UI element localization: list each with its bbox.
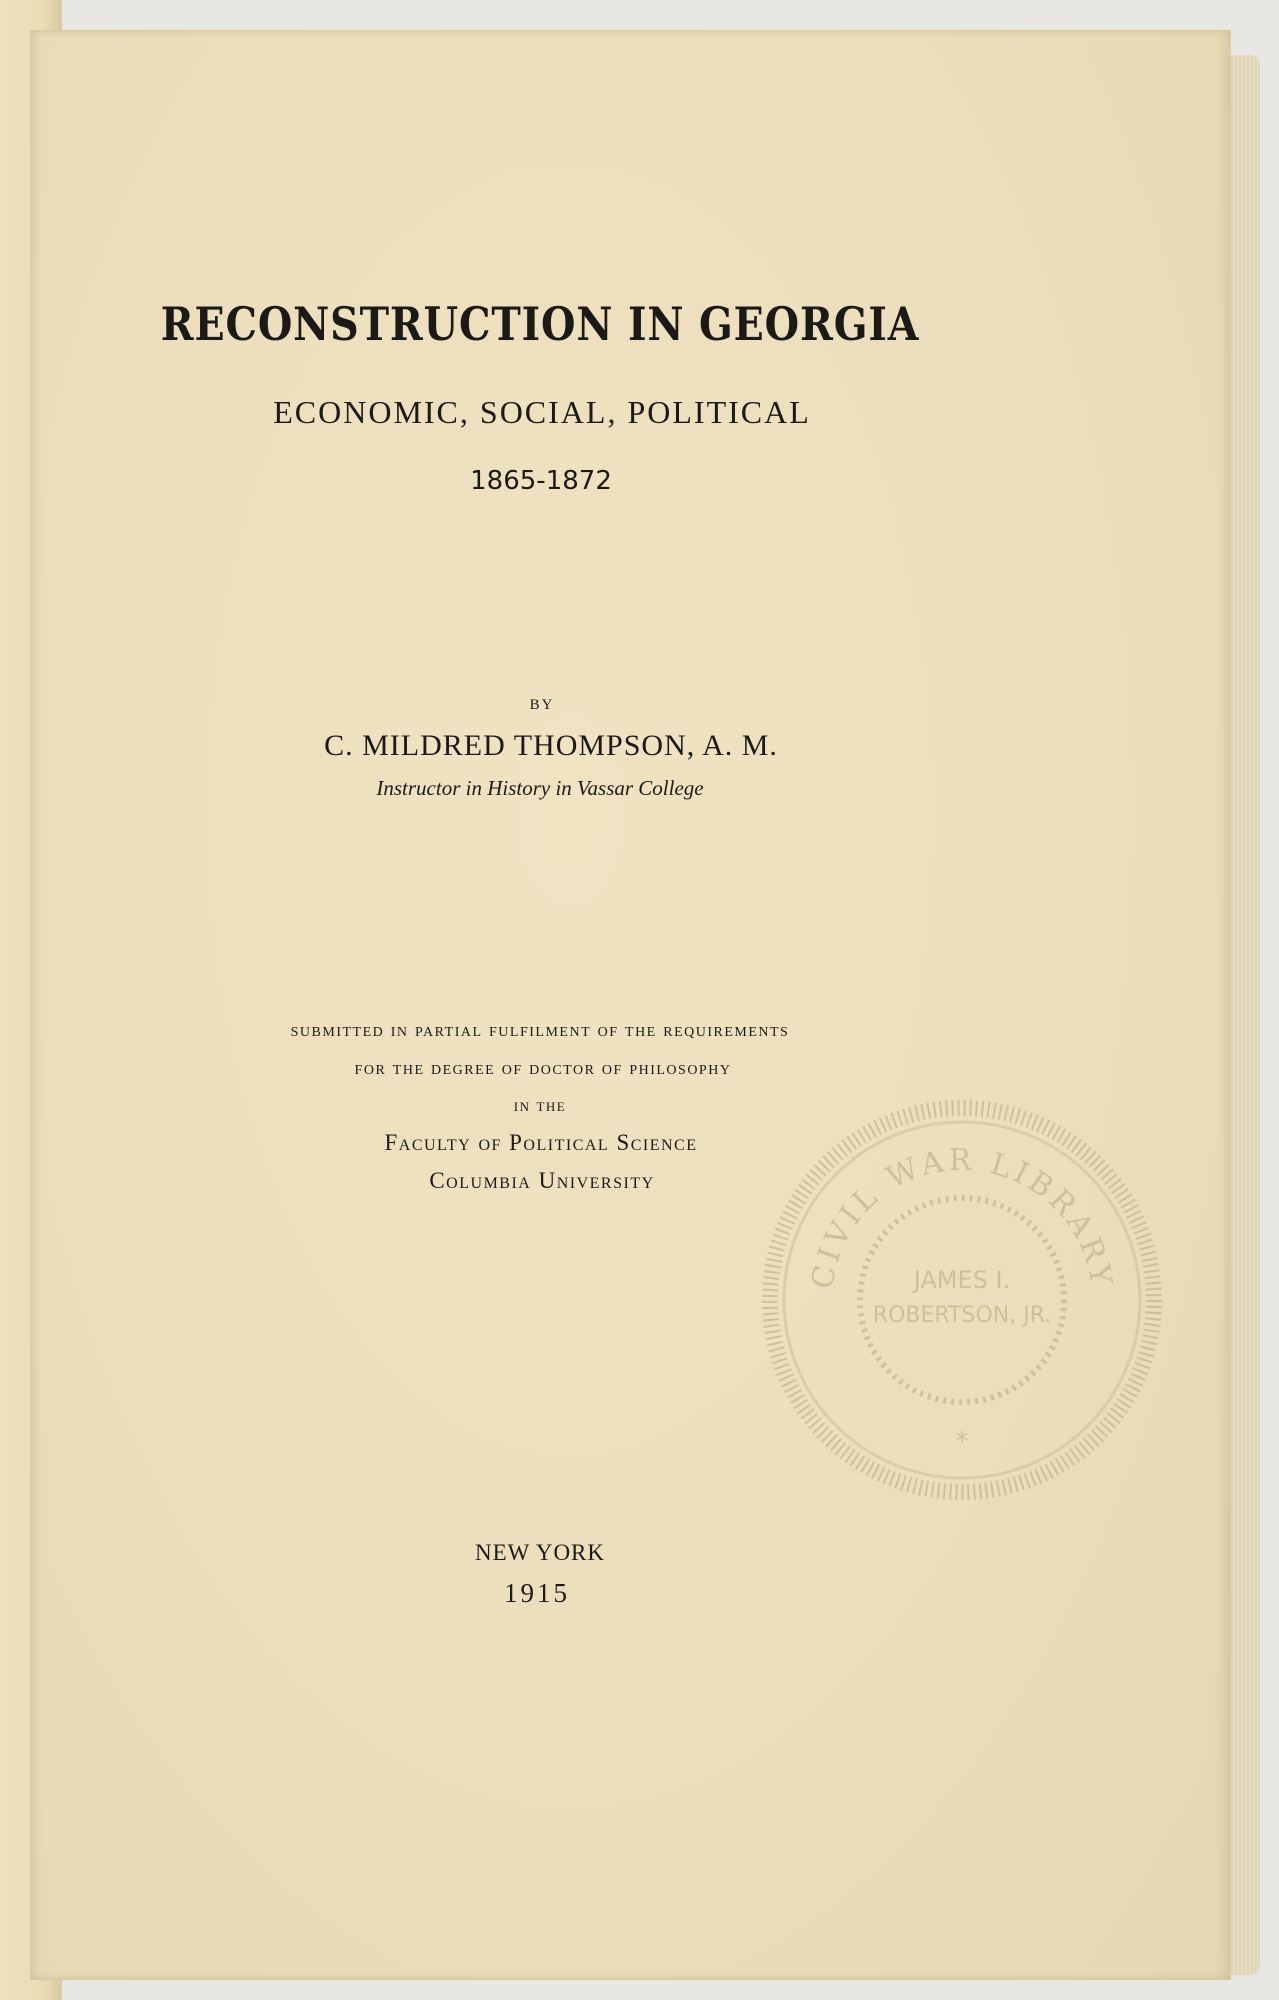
stamp-star-icon: * (955, 1427, 969, 1457)
author-affiliation: Instructor in History in Vassar College (376, 776, 704, 800)
imprint-year: 1915 (504, 1578, 570, 1608)
book-title: RECONSTRUCTION IN GEORGIA (160, 297, 920, 351)
stamp-inner-line-1: JAMES I. (913, 1266, 1011, 1294)
stamp-inner-line-2: ROBERTSON, JR. (872, 1303, 1052, 1328)
submission-line-3: in the (513, 1095, 567, 1115)
submission-line-2: for the degree of doctor of philosophy (354, 1057, 732, 1079)
author-name: C. MILDRED THOMPSON, A. M. (324, 729, 778, 762)
faculty-name: Faculty of Political Science (384, 1130, 698, 1155)
by-line: BY (529, 697, 555, 713)
submission-line-1: submitted in partial fulfilment of the requirements (290, 1019, 790, 1041)
stamp-outer-text: CIVIL WAR LIBRARY (805, 1143, 1119, 1292)
imprint-place: NEW YORK (474, 1540, 606, 1565)
university-name: Columbia University (429, 1168, 655, 1193)
embossed-library-stamp (762, 1100, 1162, 1500)
book-subtitle: ECONOMIC, SOCIAL, POLITICAL (273, 394, 811, 430)
book-years: 1865-1872 (470, 466, 612, 496)
